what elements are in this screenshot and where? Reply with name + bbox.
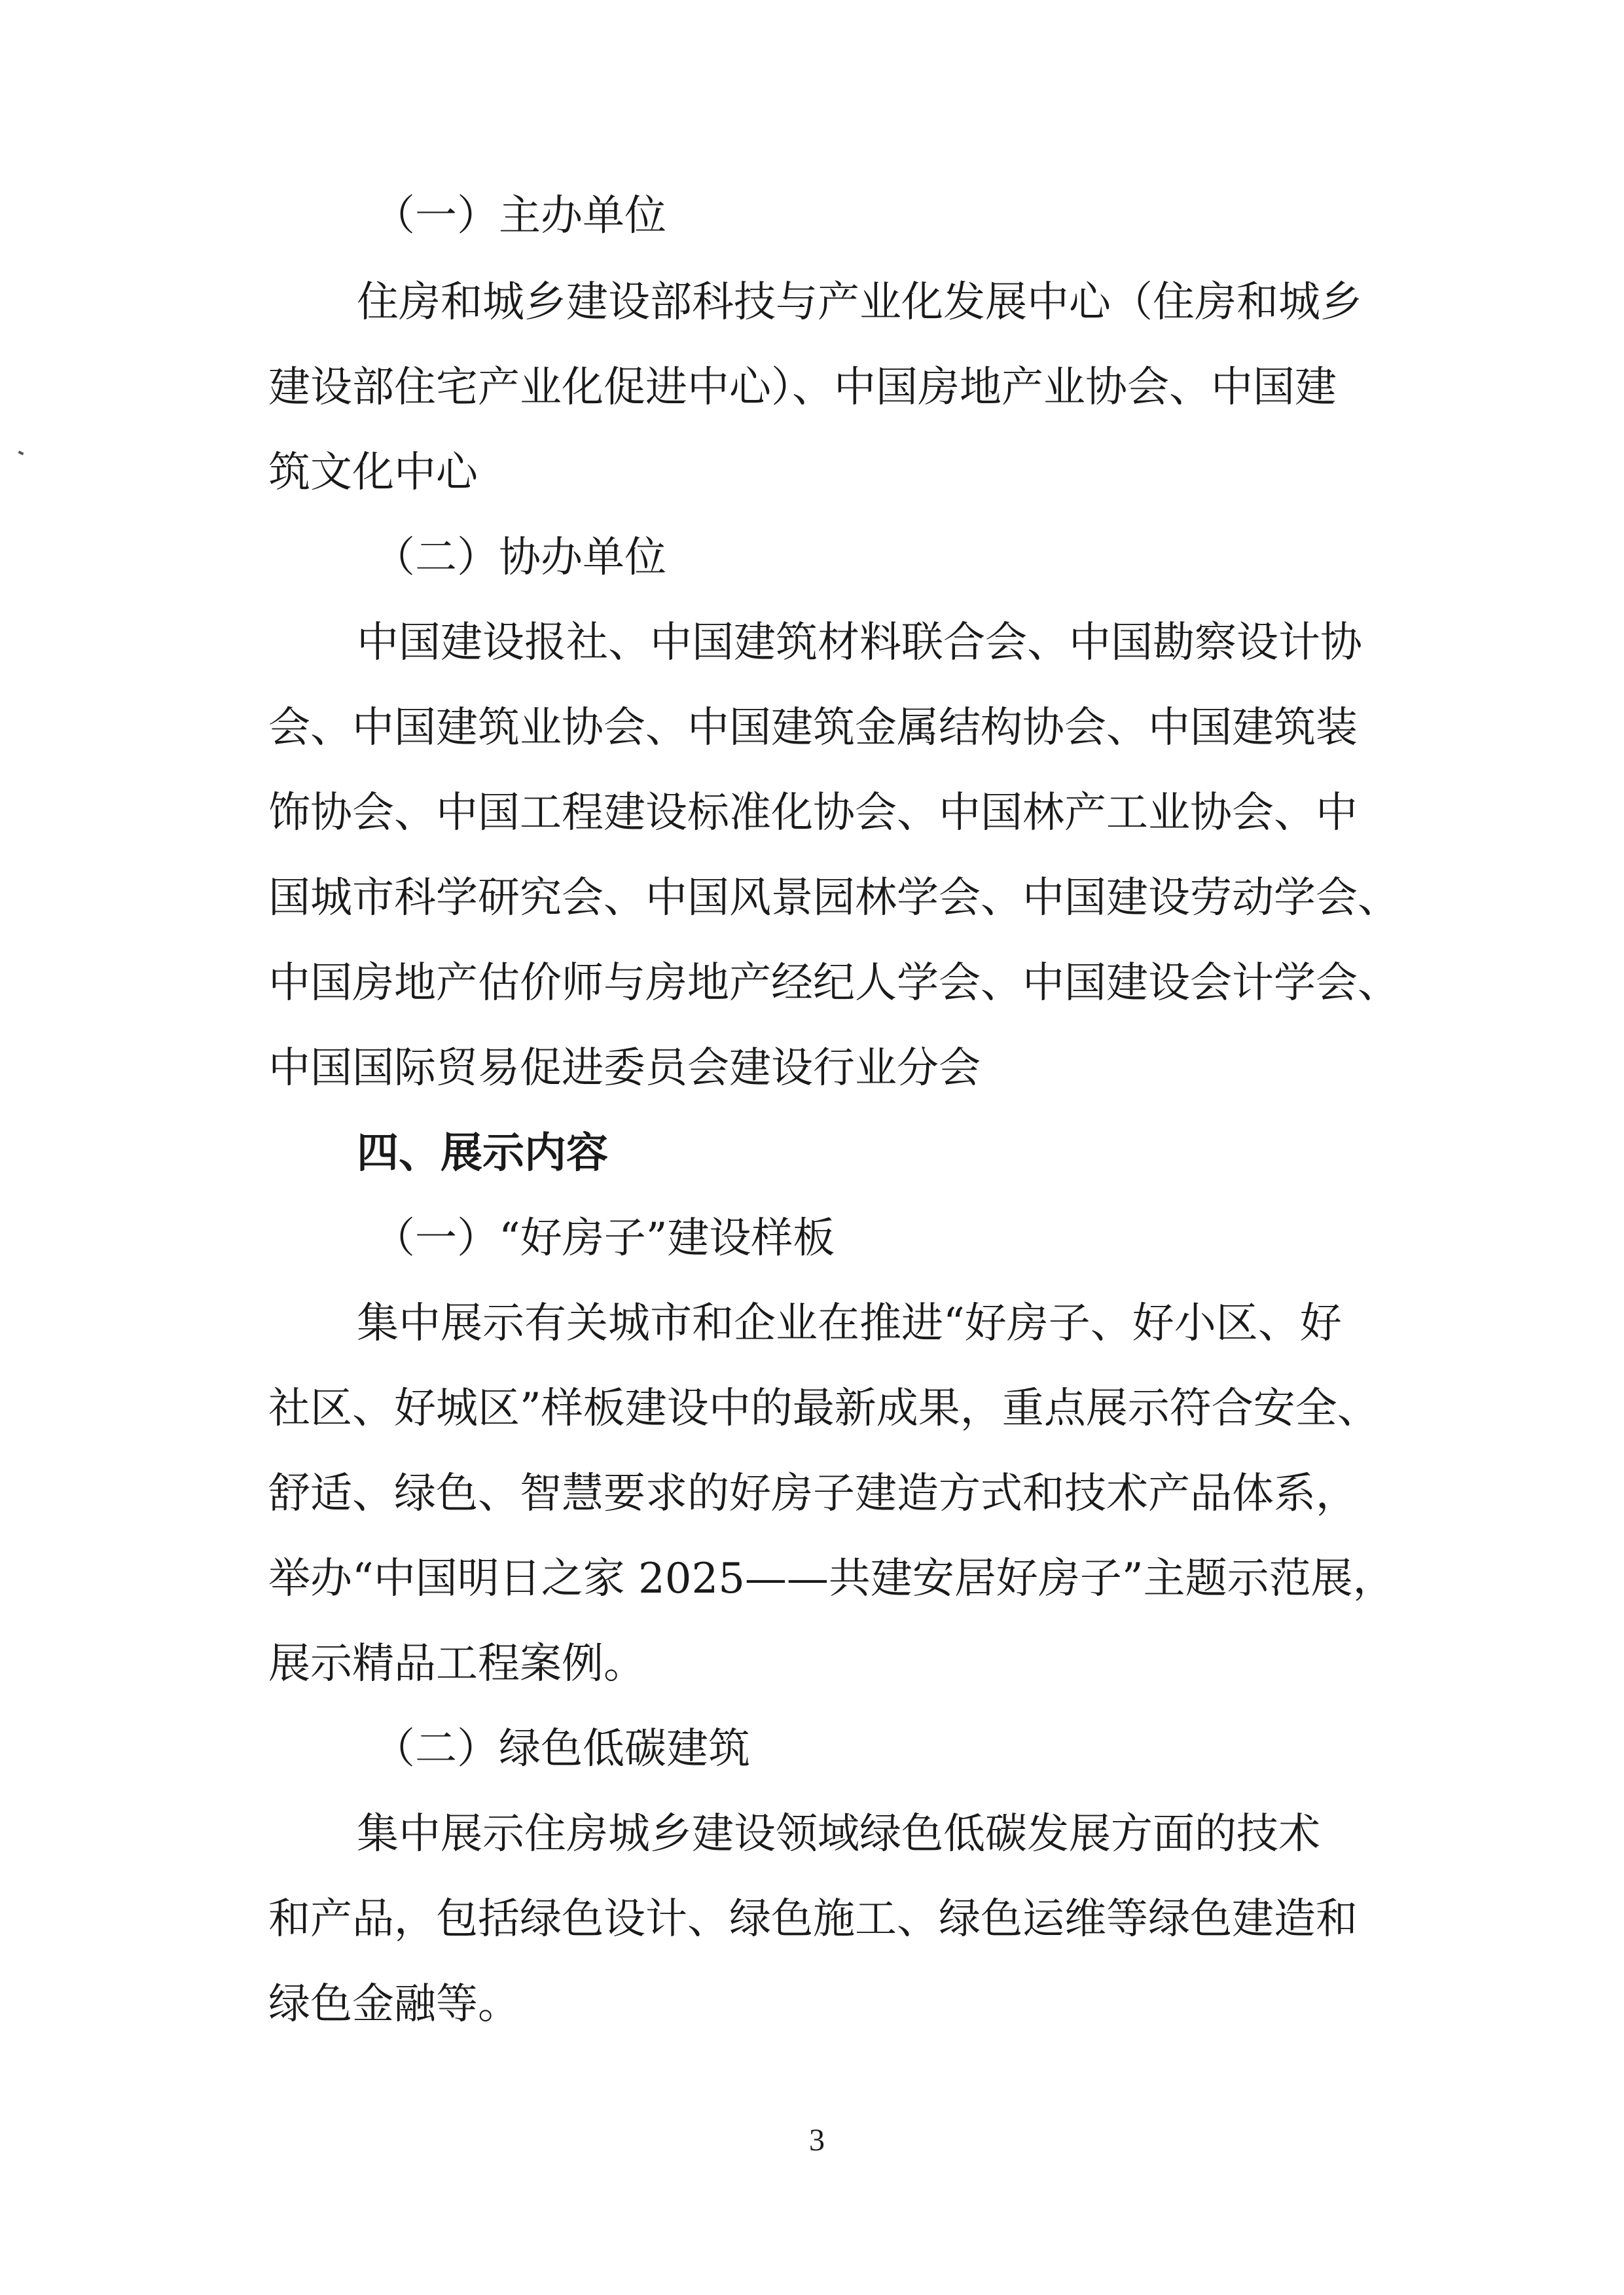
page-number: 3 [809,2123,825,2158]
section3-sub2-line-2: 会、中国建筑业协会、中国建筑金属结构协会、中国建筑装 [268,704,1358,752]
section4-sub2-heading: （二）绿色低碳建筑 [373,1725,750,1773]
section4-sub1-line-1: 集中展示有关城市和企业在推进“好房子、好小区、好 [357,1299,1342,1348]
section3-sub2-line-4: 国城市科学研究会、中国风景园林学会、中国建设劳动学会、 [268,874,1399,922]
section3-sub2-line-1: 中国建设报社、中国建筑材料联合会、中国勘察设计协 [357,619,1362,667]
section4-sub1-line-4: 举办“中国明日之家 2025——共建安居好房子”主题示范展， [268,1555,1395,1603]
section3-sub2-line-3: 饰协会、中国工程建设标准化协会、中国林产工业协会、中 [268,789,1358,837]
section3-sub1-line-2: 建设部住宅产业化促进中心）、中国房地产业协会、中国建 [268,363,1337,412]
section4-sub1-line-2: 社区、好城区”样板建设中的最新成果，重点展示符合安全、 [268,1384,1379,1433]
section4-heading: 四、展示内容 [357,1129,608,1178]
section3-sub2-line-5: 中国房地产估价师与房地产经纪人学会、中国建设会计学会、 [268,959,1399,1007]
section3-sub1-heading: （一）主办单位 [373,192,666,240]
section4-sub1-heading: （一）“好房子”建设样板 [373,1214,835,1263]
section4-sub1-line-3: 舒适、绿色、智慧要求的好房子建造方式和技术产品体系， [268,1470,1358,1518]
section3-sub1-line-3: 筑文化中心 [268,448,478,497]
scan-artifact [18,450,24,455]
section4-sub1-line-5: 展示精品工程案例。 [268,1640,645,1688]
section3-sub2-heading: （二）协办单位 [373,533,666,582]
section4-sub2-line-1: 集中展示住房城乡建设领域绿色低碳发展方面的技术 [357,1810,1320,1858]
section4-sub2-line-3: 绿色金融等。 [268,1980,520,2029]
section3-sub1-line-1: 住房和城乡建设部科技与产业化发展中心（住房和城乡 [357,278,1362,327]
section3-sub2-line-6: 中国国际贸易促进委员会建设行业分会 [268,1044,981,1093]
section4-sub2-line-2: 和产品，包括绿色设计、绿色施工、绿色运维等绿色建造和 [268,1895,1358,1943]
